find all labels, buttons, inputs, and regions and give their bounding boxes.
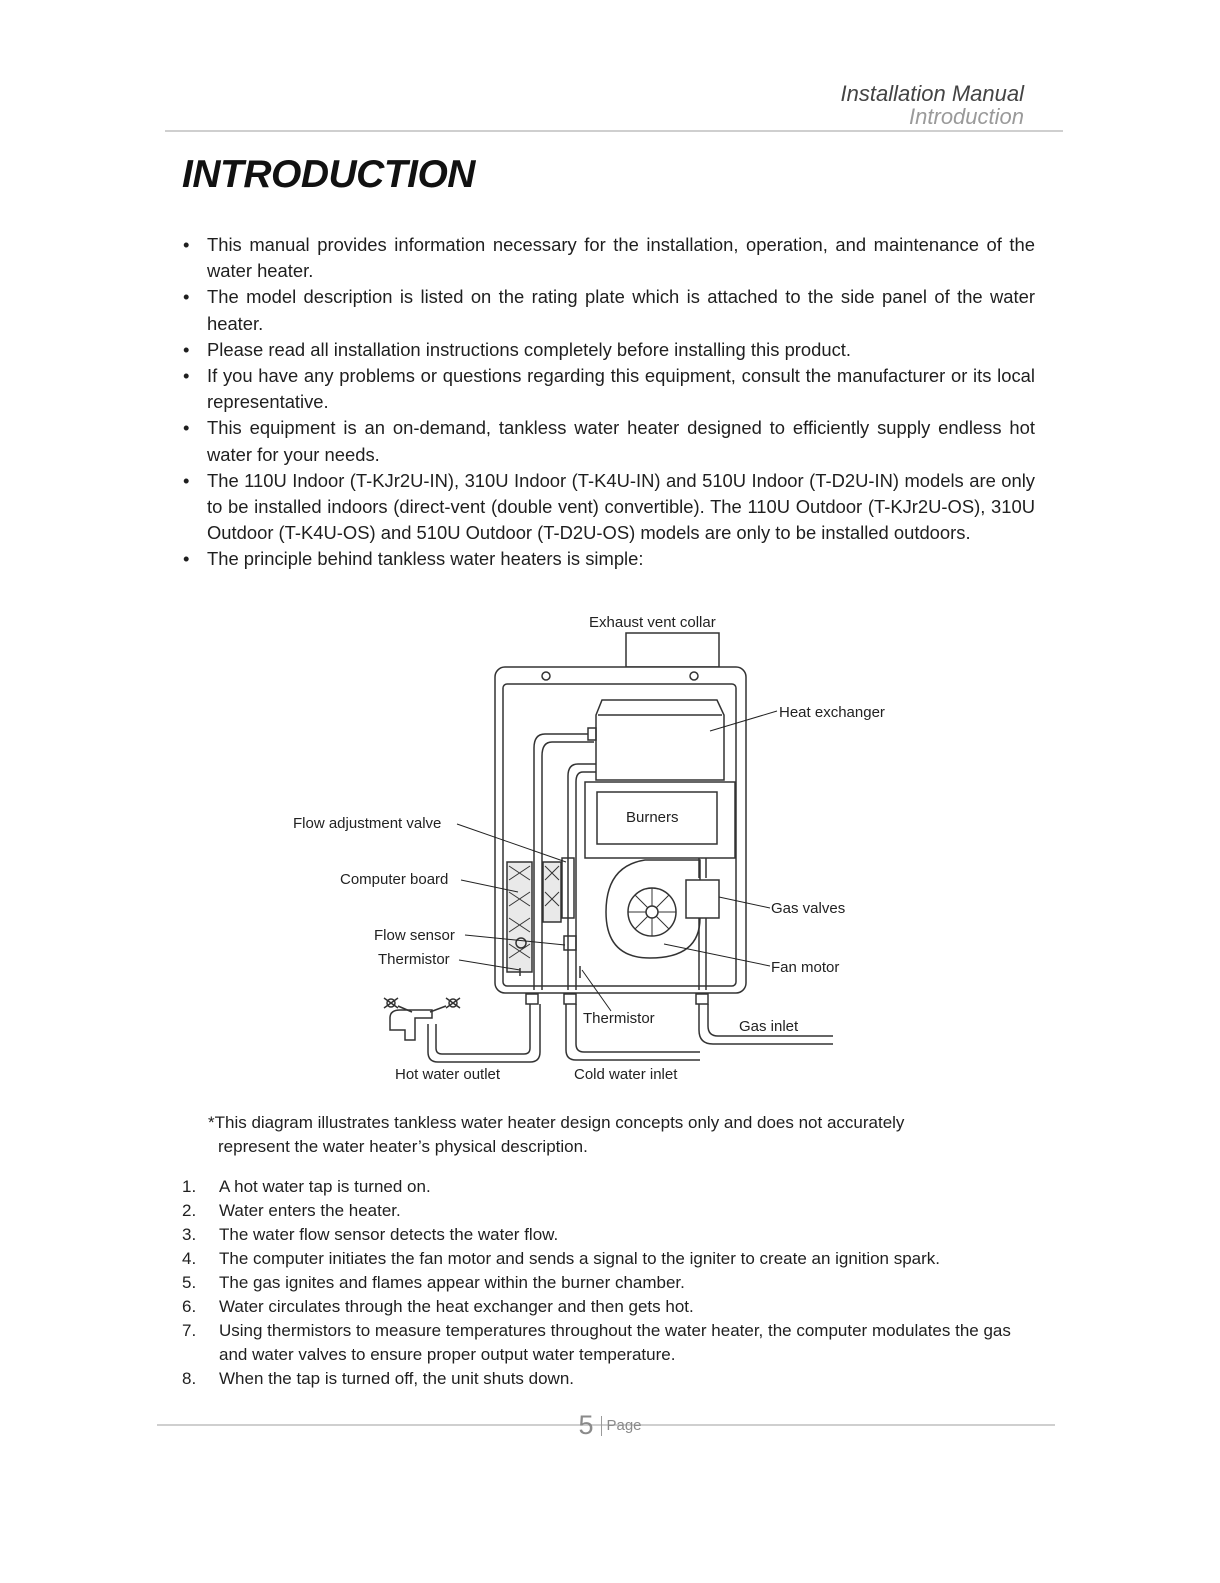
bullet-item: • The principle behind tankless water heaters is simple: bbox=[182, 546, 1035, 572]
exhaust-collar-shape bbox=[626, 633, 719, 667]
label-gas-valves: Gas valves bbox=[771, 900, 846, 917]
page-footer bbox=[0, 1410, 1220, 1441]
label-burners: Burners bbox=[626, 809, 679, 826]
label-flow-adjustment-valve: Flow adjustment valve bbox=[293, 815, 442, 832]
bullet-item: • This manual provides information necessary for the installation, operation, and maintenance of the water heater. bbox=[182, 232, 1035, 284]
label-gas-inlet: Gas inlet bbox=[739, 1018, 799, 1035]
step-number: 5. bbox=[182, 1273, 197, 1292]
step-text: The water flow sensor detects the water flow. bbox=[219, 1225, 559, 1244]
step-item bbox=[182, 1247, 1035, 1271]
step-item bbox=[182, 1319, 1035, 1367]
label-heat-exchanger: Heat exchanger bbox=[779, 704, 885, 721]
bullet-item: • The model description is listed on the rating plate which is attached to the side panel of the water heater. bbox=[182, 284, 1035, 336]
step-text: The gas ignites and flames appear within the burner chamber. bbox=[219, 1273, 685, 1292]
page-label: Page bbox=[606, 1417, 642, 1434]
label-exhaust-vent-collar: Exhaust vent collar bbox=[589, 614, 716, 631]
label-fan-motor: Fan motor bbox=[771, 959, 840, 976]
faucet-shape bbox=[390, 1010, 432, 1040]
step-item bbox=[182, 1223, 1035, 1247]
step-text: Water circulates through the heat exchanger and then gets hot. bbox=[219, 1297, 694, 1316]
label-hot-water-outlet: Hot water outlet bbox=[395, 1066, 501, 1083]
step-number: 6. bbox=[182, 1297, 197, 1316]
step-text: The computer initiates the fan motor and sends a signal to the igniter to create an ignition spark. bbox=[219, 1249, 941, 1268]
step-text: A hot water tap is turned on. bbox=[219, 1177, 431, 1196]
running-header bbox=[841, 82, 1024, 128]
bullet-item: • If you have any problems or questions regarding this equipment, consult the manufacturer or its local representative. bbox=[182, 363, 1035, 415]
step-text: Water enters the heater. bbox=[219, 1201, 401, 1220]
step-item bbox=[182, 1367, 1035, 1391]
label-flow-sensor: Flow sensor bbox=[374, 927, 455, 944]
operation-steps-list bbox=[182, 1175, 1035, 1391]
label-cold-water-inlet: Cold water inlet bbox=[574, 1066, 678, 1083]
step-number: 3. bbox=[182, 1225, 197, 1244]
step-item bbox=[182, 1175, 1035, 1199]
step-number: 8. bbox=[182, 1369, 197, 1388]
diagram-disclaimer bbox=[208, 1111, 988, 1159]
disclaimer-line: *This diagram illustrates tankless water heater design concepts only and does not accurately bbox=[208, 1113, 905, 1132]
label-thermistor-left: Thermistor bbox=[378, 951, 450, 968]
label-thermistor-bottom: Thermistor bbox=[583, 1010, 655, 1027]
page-title: INTRODUCTION bbox=[182, 153, 475, 196]
step-item bbox=[182, 1271, 1035, 1295]
disclaimer-line: represent the water heater’s physical description. bbox=[218, 1137, 588, 1156]
step-number: 1. bbox=[182, 1177, 197, 1196]
header-manual-title: Installation Manual bbox=[840, 81, 1024, 106]
step-number: 4. bbox=[182, 1249, 197, 1268]
header-divider bbox=[165, 130, 1063, 132]
step-item bbox=[182, 1295, 1035, 1319]
step-number: 2. bbox=[182, 1201, 197, 1220]
bullet-item: • This equipment is an on-demand, tankless water heater designed to efficiently supply endless hot water for your needs. bbox=[182, 415, 1035, 467]
label-computer-board: Computer board bbox=[340, 871, 449, 888]
step-number: 7. bbox=[182, 1321, 197, 1340]
bullet-item: • The 110U Indoor (T-KJr2U-IN), 310U Indoor (T-K4U-IN) and 510U Indoor (T-D2U-IN) models are only to be installed indoors (direct-vent (double vent) convertible). The 110U Outdoor (T-KJr2U-OS), 310U Outdoor (T-K4U-OS) and 510U Outdoor (T-D2U-OS) models are only to be installed outdoors. bbox=[182, 468, 1035, 547]
header-section-title: Introduction bbox=[909, 104, 1024, 129]
bullet-item: • Please read all installation instructions completely before installing this product. bbox=[182, 337, 1035, 363]
water-heater-diagram bbox=[0, 600, 1220, 1100]
intro-bullet-list bbox=[182, 232, 1035, 573]
step-item bbox=[182, 1199, 1035, 1223]
page-number: 5 bbox=[578, 1410, 594, 1440]
gas-valve-shape bbox=[686, 880, 719, 918]
step-text: When the tap is turned off, the unit shuts down. bbox=[219, 1369, 575, 1388]
footer-separator bbox=[601, 1416, 602, 1436]
step-text: Using thermistors to measure temperatures throughout the water heater, the computer modulates the gas and water valves to ensure proper output water temperature. bbox=[219, 1321, 1011, 1364]
